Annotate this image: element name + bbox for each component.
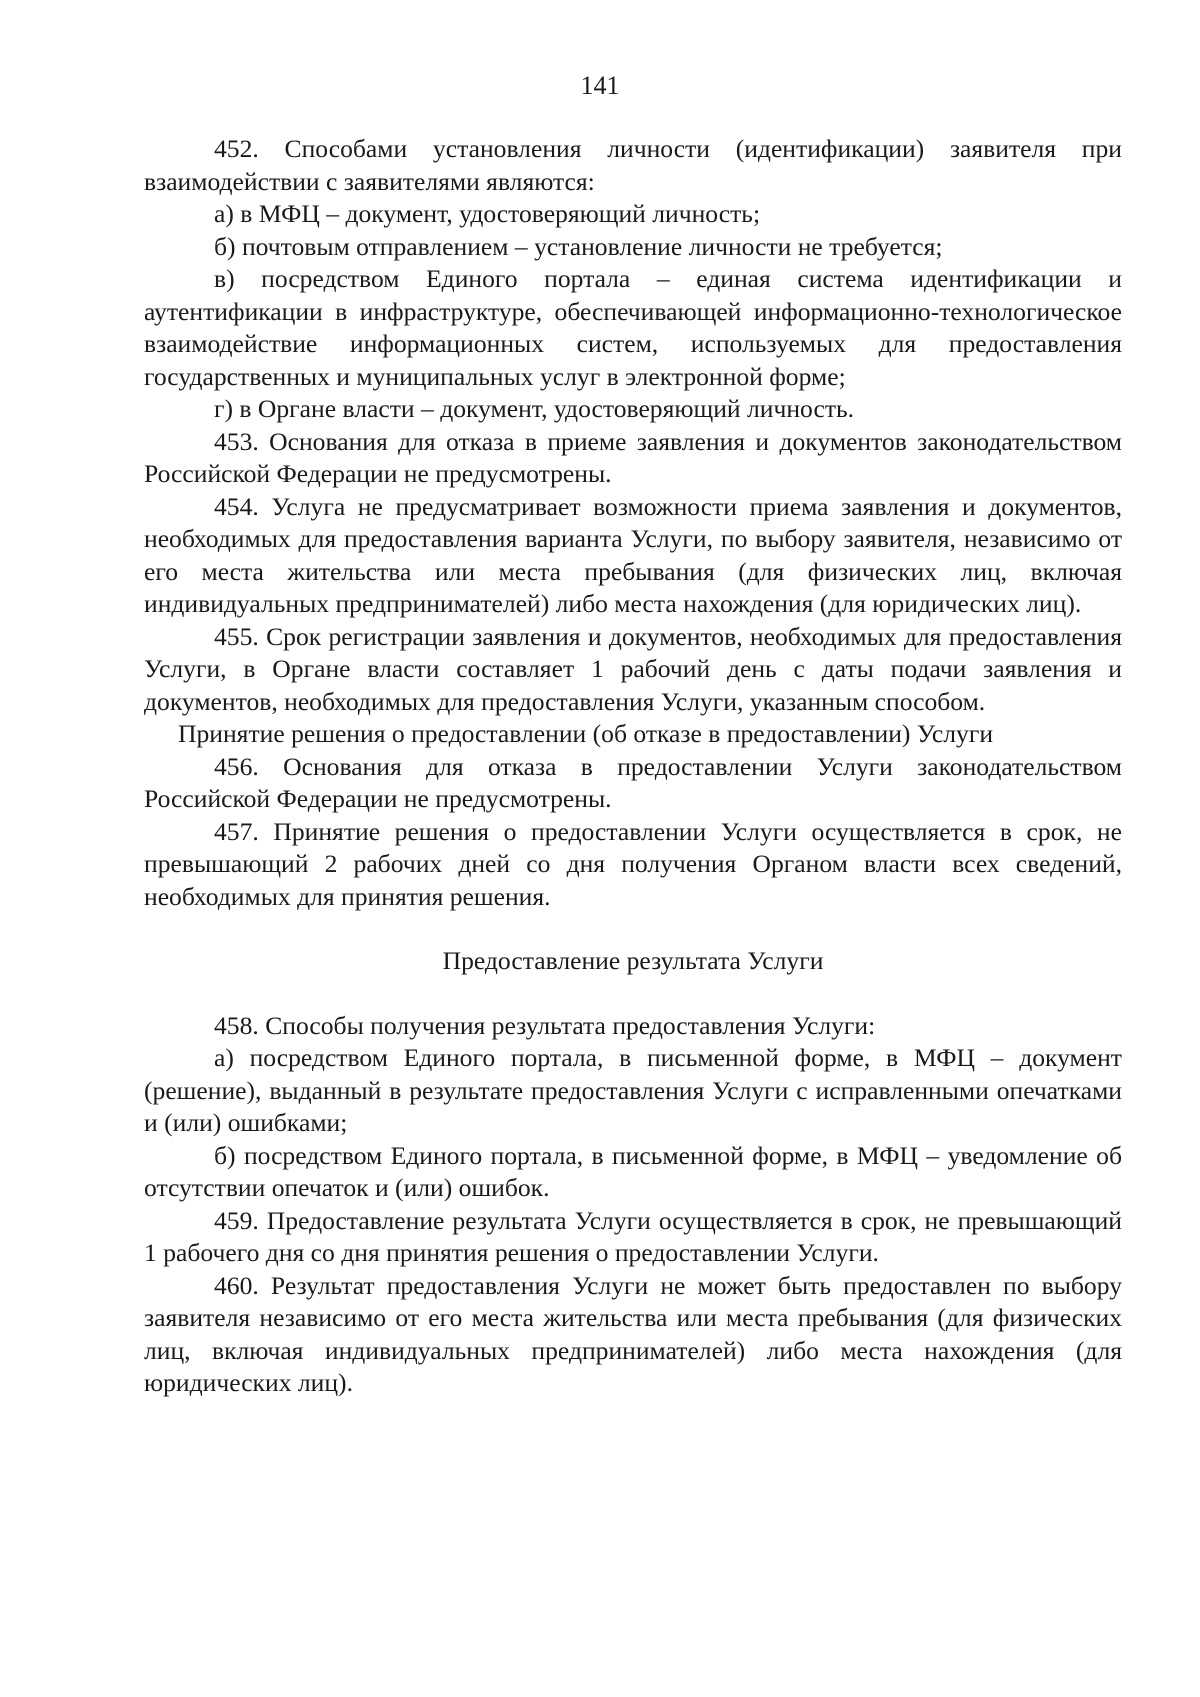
paragraph-458-b: б) посредством Единого портала, в письменной форме, в МФЦ – уведомление об отсутствии опечаток и (или) ошибок. [144, 1140, 1122, 1202]
paragraph-456: 456. Основания для отказа в предоставлении Услуги законодательством Российской Федерации не предусмотрены. [144, 751, 1122, 813]
document-body [144, 133, 1122, 1400]
paragraph-452-b: б) почтовым отправлением – установление личности не требуется; [214, 231, 943, 261]
page-number: 141 [580, 71, 620, 100]
paragraph-458-a: а) посредством Единого портала, в письменной форме, в МФЦ – документ (решение), выданный в результате предоставления Услуги с исправленными опечатками и (или) ошибками; [144, 1043, 1122, 1137]
paragraph-459: 459. Предоставление результата Услуги осуществляется в срок, не превышающий 1 рабочего дня со дня принятия решения о предоставлении Услуги. [144, 1205, 1122, 1267]
paragraph-455: 455. Срок регистрации заявления и документов, необходимых для предоставления Услуги, в Органе власти составляет 1 рабочий день с даты подачи заявления и документов, необходимых для предоставления Услуги, указанным способом. [144, 621, 1122, 716]
section-heading-result: Предоставление результата Услуги [442, 946, 824, 975]
paragraph-452-v: в) посредством Единого портала – единая система идентификации и аутентификации в инфраструктуре, обеспечивающей информационно-технологическое взаимодействие информационных систем, используемых для предоставления государственных и муниципальных услуг в электронной форме; [144, 264, 1122, 391]
paragraph-458: 458. Способы получения результата предоставления Услуги: [214, 1010, 876, 1040]
paragraph-453: 453. Основания для отказа в приеме заявления и документов законодательством Российской Федерации не предусмотрены. [144, 426, 1122, 488]
section-heading-decision: Принятие решения о предоставлении (об отказе в предоставлении) Услуги [178, 719, 994, 748]
paragraph-452: 452. Способами установления личности (идентификации) заявителя при взаимодействии с заявителями являются: [144, 134, 1122, 196]
paragraph-460: 460. Результат предоставления Услуги не может быть предоставлен по выбору заявителя независимо от его места жительства или места пребывания (для физических лиц, включая индивидуальных предпринимателей) либо места нахождения (для юридических лиц). [144, 1270, 1122, 1397]
paragraph-452-a: а) в МФЦ – документ, удостоверяющий личность; [214, 199, 761, 228]
paragraph-454: 454. Услуга не предусматривает возможности приема заявления и документов, необходимых для предоставления варианта Услуги, по выбору заявителя, независимо от его места жительства или места пребывания (для физических лиц, включая индивидуальных предпринимателей) либо места нахождения (для юридических лиц). [144, 491, 1122, 618]
paragraph-452-g: г) в Органе власти – документ, удостоверяющий личность. [214, 394, 855, 423]
paragraph-457: 457. Принятие решения о предоставлении Услуги осуществляется в срок, не превышающий 2 рабочих дней со дня получения Органом власти всех сведений, необходимых для принятия решения. [144, 816, 1122, 911]
